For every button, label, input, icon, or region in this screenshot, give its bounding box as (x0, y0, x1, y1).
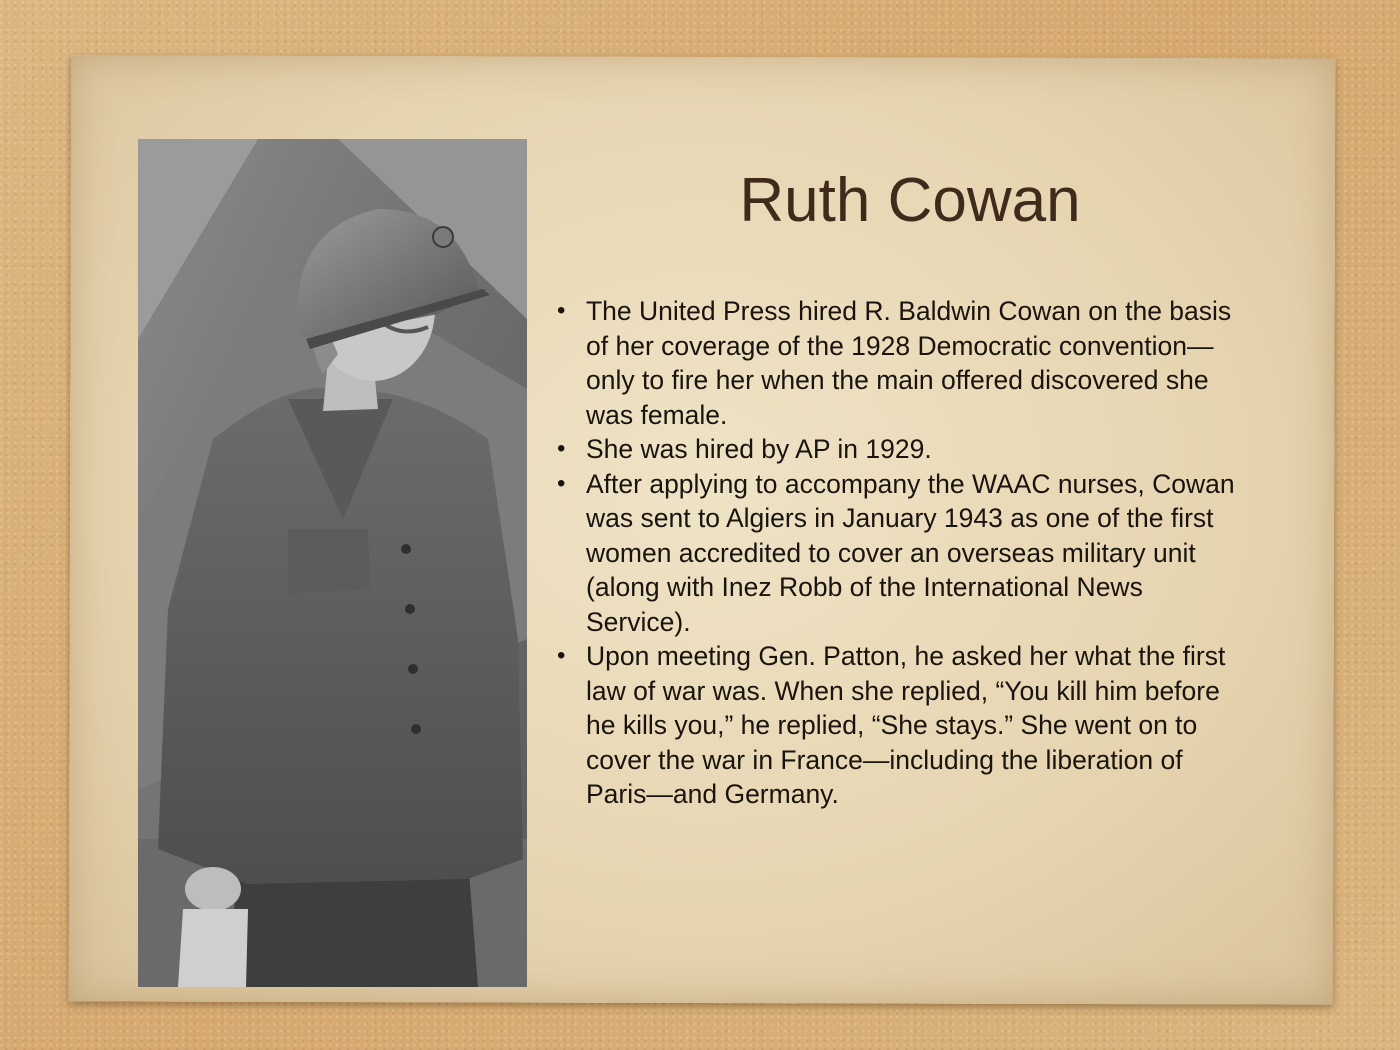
slide-title: Ruth Cowan (739, 166, 1081, 235)
bullet-item (557, 294, 1237, 432)
bullet-list (557, 294, 1237, 812)
woman-in-helmet-photo-icon (138, 139, 527, 987)
bullet-item (557, 432, 1237, 467)
portrait-photo (138, 139, 527, 987)
bullet-dot-icon: • (557, 435, 566, 462)
bullet-dot-icon: • (557, 642, 566, 669)
bullet-text: She was hired by AP in 1929. (586, 434, 932, 464)
bullet-dot-icon: • (557, 297, 566, 324)
bullet-text: After applying to accompany the WAAC nurses, Cowan was sent to Algiers in January 1943 as one of the first women accredited to cover an overseas military unit (along with Inez Robb of the International News Service). (586, 468, 1235, 637)
bullet-item (557, 467, 1237, 640)
bullet-text: The United Press hired R. Baldwin Cowan on the basis of her coverage of the 1928 Democratic convention—only to fire her when the main offered discovered she was female. (586, 296, 1232, 430)
bullet-dot-icon: • (557, 469, 566, 497)
bullet-text: Upon meeting Gen. Patton, he asked her what the first law of war was. When she replied, “You kill him before he kills you,” he replied, “She stays.” She went on to cover the war in France—including the liberation of Paris—and Germany. (586, 641, 1226, 809)
bullet-item (557, 639, 1237, 812)
